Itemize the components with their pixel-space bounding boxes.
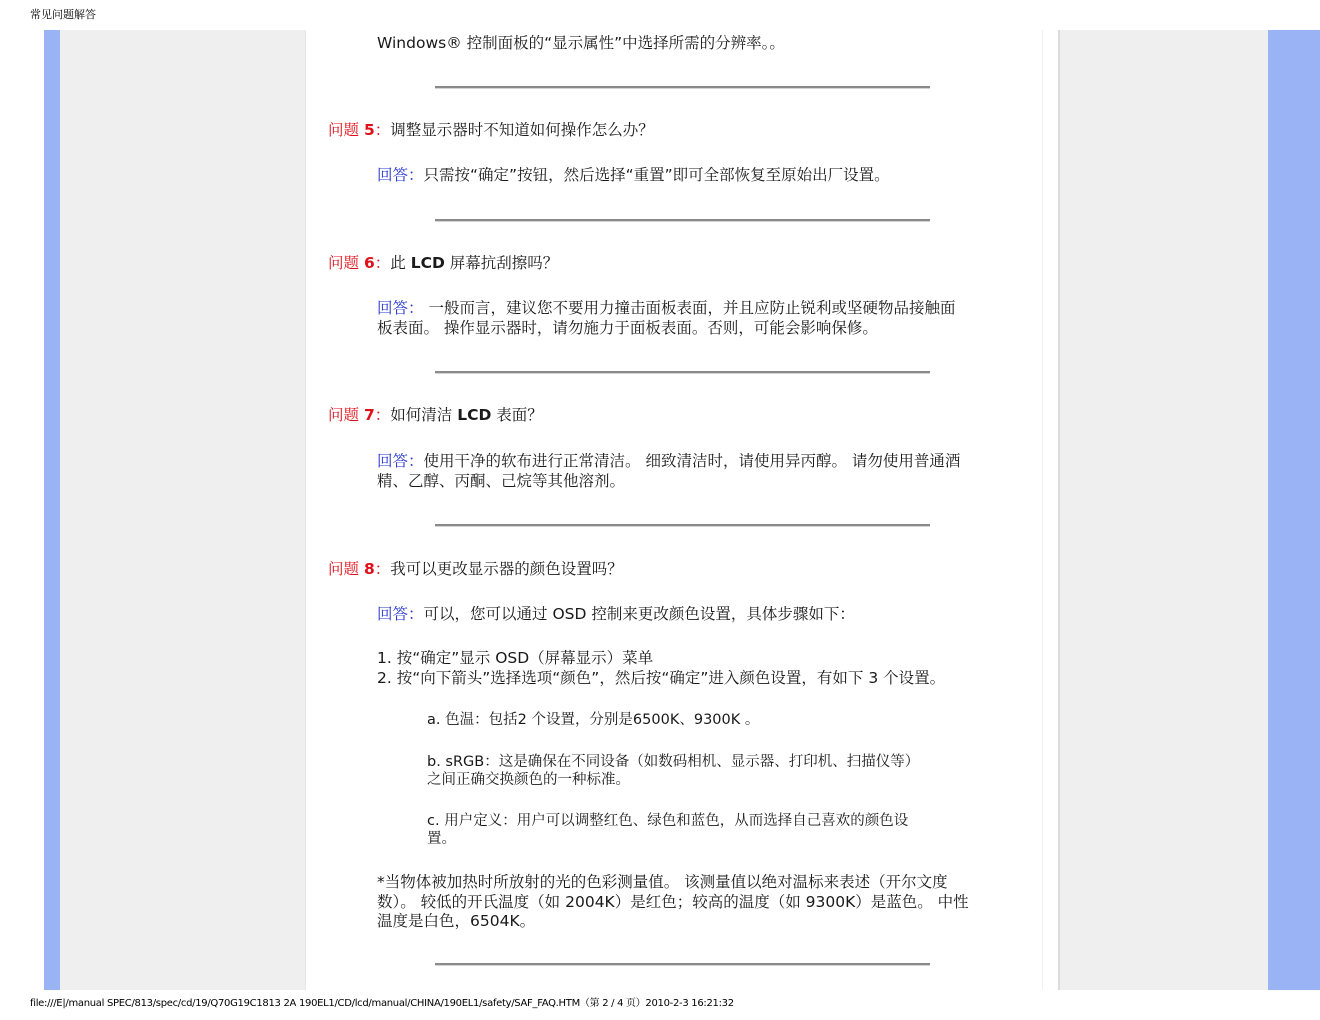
- question-text-bold: LCD: [410, 254, 445, 272]
- question-label: 问题: [328, 406, 364, 424]
- option-b-line-2: 之间正确交换颜色的一种标准。: [427, 772, 630, 788]
- answer-label: 回答：: [377, 166, 424, 184]
- question-colon: ：: [374, 406, 391, 424]
- question-label: 问题: [328, 121, 364, 139]
- right-blue-sidebar: [1268, 30, 1320, 990]
- answer-text: 使用干净的软布进行正常清洁。 细致清洁时，请使用异丙醇。 请勿使用普通酒: [423, 452, 961, 470]
- note-line-1: *当物体被加热时所放射的光的色彩测量值。 该测量值以绝对温标来表述（开尔文度: [377, 873, 948, 891]
- option-b-line-1: b. sRGB：这是确保在不同设备（如数码相机、显示器、打印机、扫描仪等）: [427, 754, 920, 770]
- question-colon: ：: [374, 560, 391, 578]
- page-header-title: 常见问题解答: [30, 8, 96, 21]
- divider-rule: [435, 371, 930, 374]
- question-8: [328, 559, 623, 579]
- question-number: 8: [363, 560, 375, 578]
- right-inner-divider: [1042, 30, 1043, 990]
- answer-7-line-1: [377, 451, 960, 471]
- answer-text: 可以，您可以通过 OSD 控制来更改颜色设置，具体步骤如下：: [423, 605, 855, 623]
- intro-line: Windows® 控制面板的“显示属性”中选择所需的分辨率。。: [377, 34, 785, 52]
- question-number: 5: [363, 121, 375, 139]
- question-text-pre: 此: [390, 254, 411, 272]
- divider-rule: [435, 524, 930, 527]
- answer-text: 只需按“确定”按钮，然后选择“重置”即可全部恢复至原始出厂设置。: [423, 166, 890, 184]
- answer-text: 一般而言，建议您不要用力撞击面板表面，并且应防止锐利或坚硬物品接触面: [423, 299, 956, 317]
- page-footer-path: file:///E|/manual SPEC/813/spec/cd/19/Q70G19C1813 2A 190EL1/CD/lcd/manual/CHINA/190EL1/safety/SAF_FAQ.HTM（第 2 / 4 页）2010-2-3 16:21:32: [30, 998, 734, 1009]
- right-gray-sidebar: [1060, 30, 1268, 990]
- question-colon: ：: [374, 254, 391, 272]
- question-6: [328, 253, 558, 273]
- answer-6-line-1: [377, 298, 955, 318]
- answer-label: 回答：: [377, 452, 424, 470]
- faq-content: [305, 30, 1042, 990]
- answer-label: 回答：: [377, 299, 424, 317]
- divider-rule: [435, 86, 930, 89]
- divider-rule: [435, 963, 930, 966]
- left-gray-sidebar: [60, 30, 305, 990]
- question-colon: ：: [374, 121, 391, 139]
- answer-label: 回答：: [377, 605, 424, 623]
- question-number: 7: [363, 406, 375, 424]
- question-text-bold: LCD: [457, 406, 492, 424]
- question-text: 调整显示器时不知道如何操作怎么办？: [390, 121, 654, 139]
- step-2: 2. 按“向下箭头”选择选项“颜色”，然后按“确定”进入颜色设置，有如下 3 个设置。: [377, 669, 946, 687]
- question-label: 问题: [328, 560, 364, 578]
- option-a: a. 色温：包括2 个设置，分别是6500K、9300K 。: [427, 712, 760, 728]
- option-c-line-2: 置。: [427, 831, 456, 847]
- question-label: 问题: [328, 254, 364, 272]
- question-text: 我可以更改显示器的颜色设置吗？: [390, 560, 623, 578]
- divider-rule: [435, 219, 930, 222]
- question-7: [328, 405, 543, 425]
- question-text-pre: 如何清洁: [390, 406, 458, 424]
- question-number: 6: [363, 254, 375, 272]
- answer-7-line-2: 精、乙醇、丙酮、己烷等其他溶剂。: [377, 472, 626, 490]
- left-blue-sidebar: [44, 30, 60, 990]
- answer-8: [377, 604, 855, 624]
- question-5: [328, 120, 654, 140]
- answer-6-line-2: 板表面。 操作显示器时，请勿施力于面板表面。否则，可能会影响保修。: [377, 319, 878, 337]
- option-c-line-1: c. 用户定义：用户可以调整红色、绿色和蓝色，从而选择自己喜欢的颜色设: [427, 813, 909, 829]
- question-text-post: 屏幕抗刮擦吗？: [444, 254, 559, 272]
- question-text-post: 表面？: [491, 406, 543, 424]
- note-line-3: 温度是白色，6504K。: [377, 912, 536, 930]
- answer-5: [377, 165, 890, 185]
- note-line-2: 数）。 较低的开氏温度（如 2004K）是红色；较高的温度（如 9300K）是蓝色。 中性: [377, 893, 969, 911]
- step-1: 1. 按“确定”显示 OSD（屏幕显示）菜单: [377, 649, 654, 667]
